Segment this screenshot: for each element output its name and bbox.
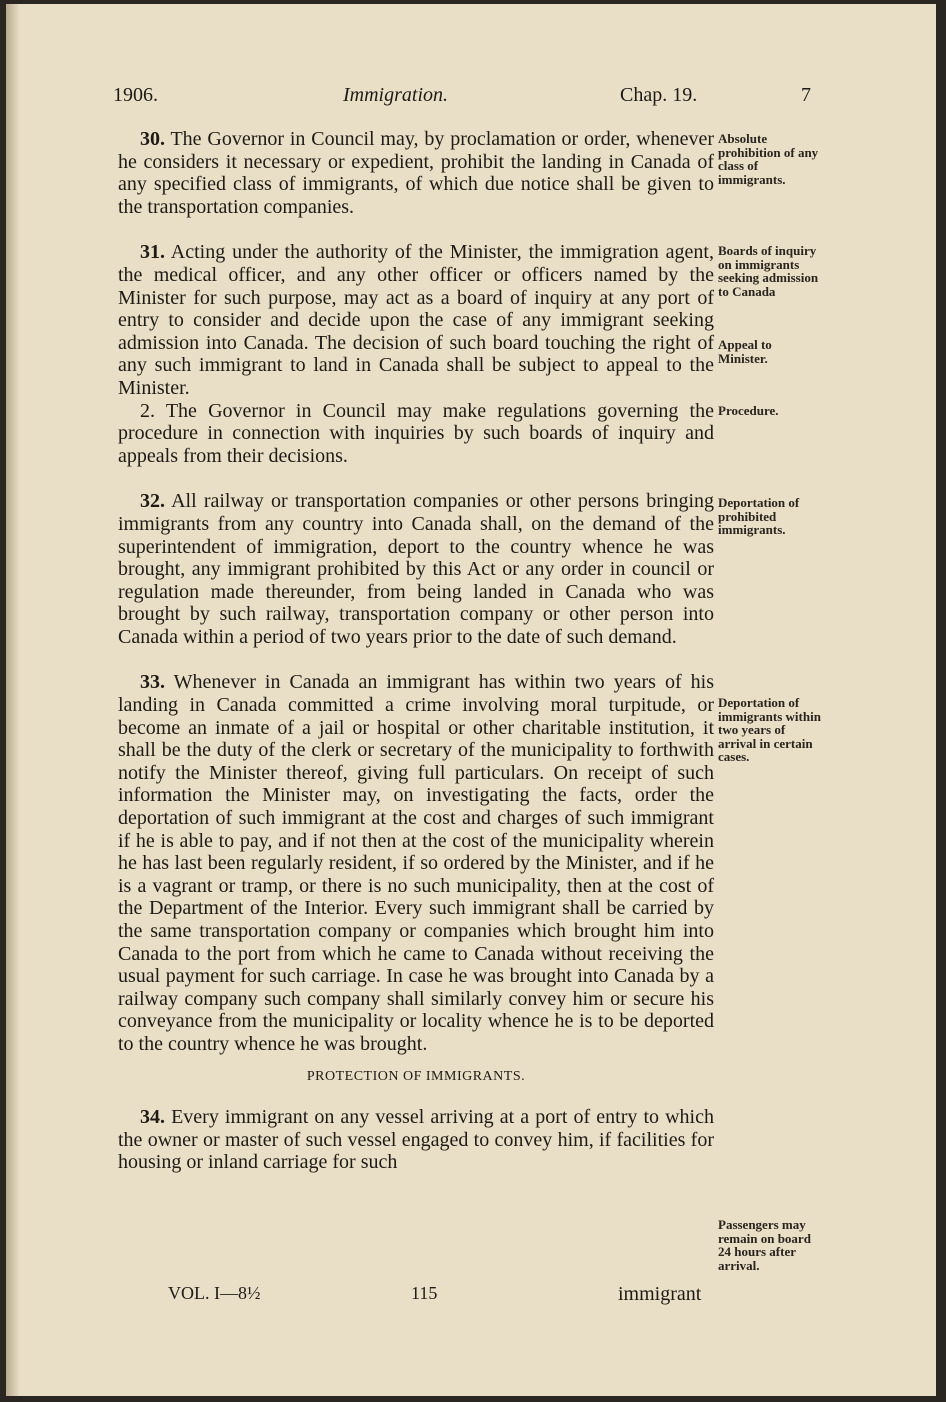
section-32 [118, 490, 714, 648]
margin-note-31: Boards of inquiry on immigrants seeking admission to Canada [718, 243, 819, 299]
section-number: 30. [140, 128, 165, 150]
subsection-number: 2. [140, 399, 155, 422]
header-year: 1906. [113, 84, 158, 106]
section-34 [118, 1106, 714, 1174]
section-text: Acting under the authority of the Minister, the immigration agent, the medical officer, and any other officer or officers named by the Minister for such purpose, may act as a board of inquiry at any port of entry to consider and decide upon the case of any immigrant seeking admission into Canada. The decision of such board touching the right of any such immigrant to land in Canada shall be subject to appeal to the Minister. [118, 241, 714, 399]
section-text: Whenever in Canada an immigrant has within two years of his landing in Canada committed a crime involving moral turpitude, or become an inmate of a jail or hospital or other charitable institution, it shall be the duty of the clerk or secretary of the municipality to forthwith notify the Minister thereof, giving full particulars. On receipt of such information the Minister may, on investigating the facts, order the deportation of such immigrant at the cost and charges of such immigrant if he is able to pay, and if not then at the cost of the municipality wherein he has last been regularly resident, if so ordered by the Minister, and if he is a vagrant or tramp, or there is no such municipality, then at the cost of the Department of the Interior. Every such immigrant shall be carried by the same transportation company or companies which brought him into Canada to the port from which he came to Canada without receiving the usual payment for such carriage. In case he was brought into Canada by a railway company such company shall similarly convey him or secure his conveyance from the municipality or locality whence he is to be deported to the country whence he was brought. [118, 671, 714, 1055]
margin-note-30: Absolute prohibition of any class of immigrants. [718, 131, 819, 187]
running-header [6, 84, 936, 114]
section-number: 32. [140, 490, 165, 513]
body-text [118, 128, 714, 1174]
section-text: The Governor in Council may, by proclamation or order, whenever he considers it necessary or expedient, prohibit the landing in Canada of any specified class of immigrants, of which due notice shall be given to the transportation companies. [118, 128, 714, 218]
section-30 [118, 128, 714, 218]
section-heading: PROTECTION OF IMMIGRANTS. [306, 1068, 526, 1084]
section-31 [118, 241, 714, 399]
margin-note-33: Deportation of immigrants within two years of arrival in certain cases. [718, 695, 821, 764]
section-text: All railway or transportation companies or other persons bringing immigrants from any country into Canada shall, on the demand of the superintendent of immigration, deport to the country whence he was brought, any immigrant prohibited by this Act or any order in council or regulation made thereunder, from being landed in Canada who was brought by such railway, transportation company or other person into Canada within a period of two years prior to the date of such demand. [118, 490, 714, 648]
margin-note-31-appeal: Appeal to Minister. [718, 337, 772, 366]
header-title: Immigration. [343, 84, 448, 106]
footer-number: 115 [411, 1283, 438, 1303]
margin-note-procedure: Procedure. [718, 403, 779, 418]
header-page-number: 7 [801, 84, 811, 106]
section-number: 34. [140, 1106, 165, 1129]
section-text: The Governor in Council may make regulations governing the procedure in connection with inquiries by such boards of inquiry and appeals from their decisions. [118, 399, 714, 467]
page [6, 4, 936, 1396]
section-text: Every immigrant on any vessel arriving at a port of entry to which the owner or master of such vessel engaged to convey him, if facilities for housing or inland carriage for such [118, 1106, 714, 1174]
margin-note-32: Deportation of prohibited immigrants. [718, 495, 800, 537]
section-number: 31. [140, 241, 165, 264]
header-chapter: Chap. 19. [620, 84, 698, 106]
margin-note-34: Passengers may remain on board 24 hours after arrival. [718, 1217, 811, 1273]
signature-mark: VOL. I—8½ [168, 1283, 261, 1303]
section-33 [118, 671, 714, 1055]
section-31-subsection-2 [118, 400, 714, 468]
catchword: immigrant [618, 1283, 702, 1305]
section-number: 33. [140, 671, 165, 694]
